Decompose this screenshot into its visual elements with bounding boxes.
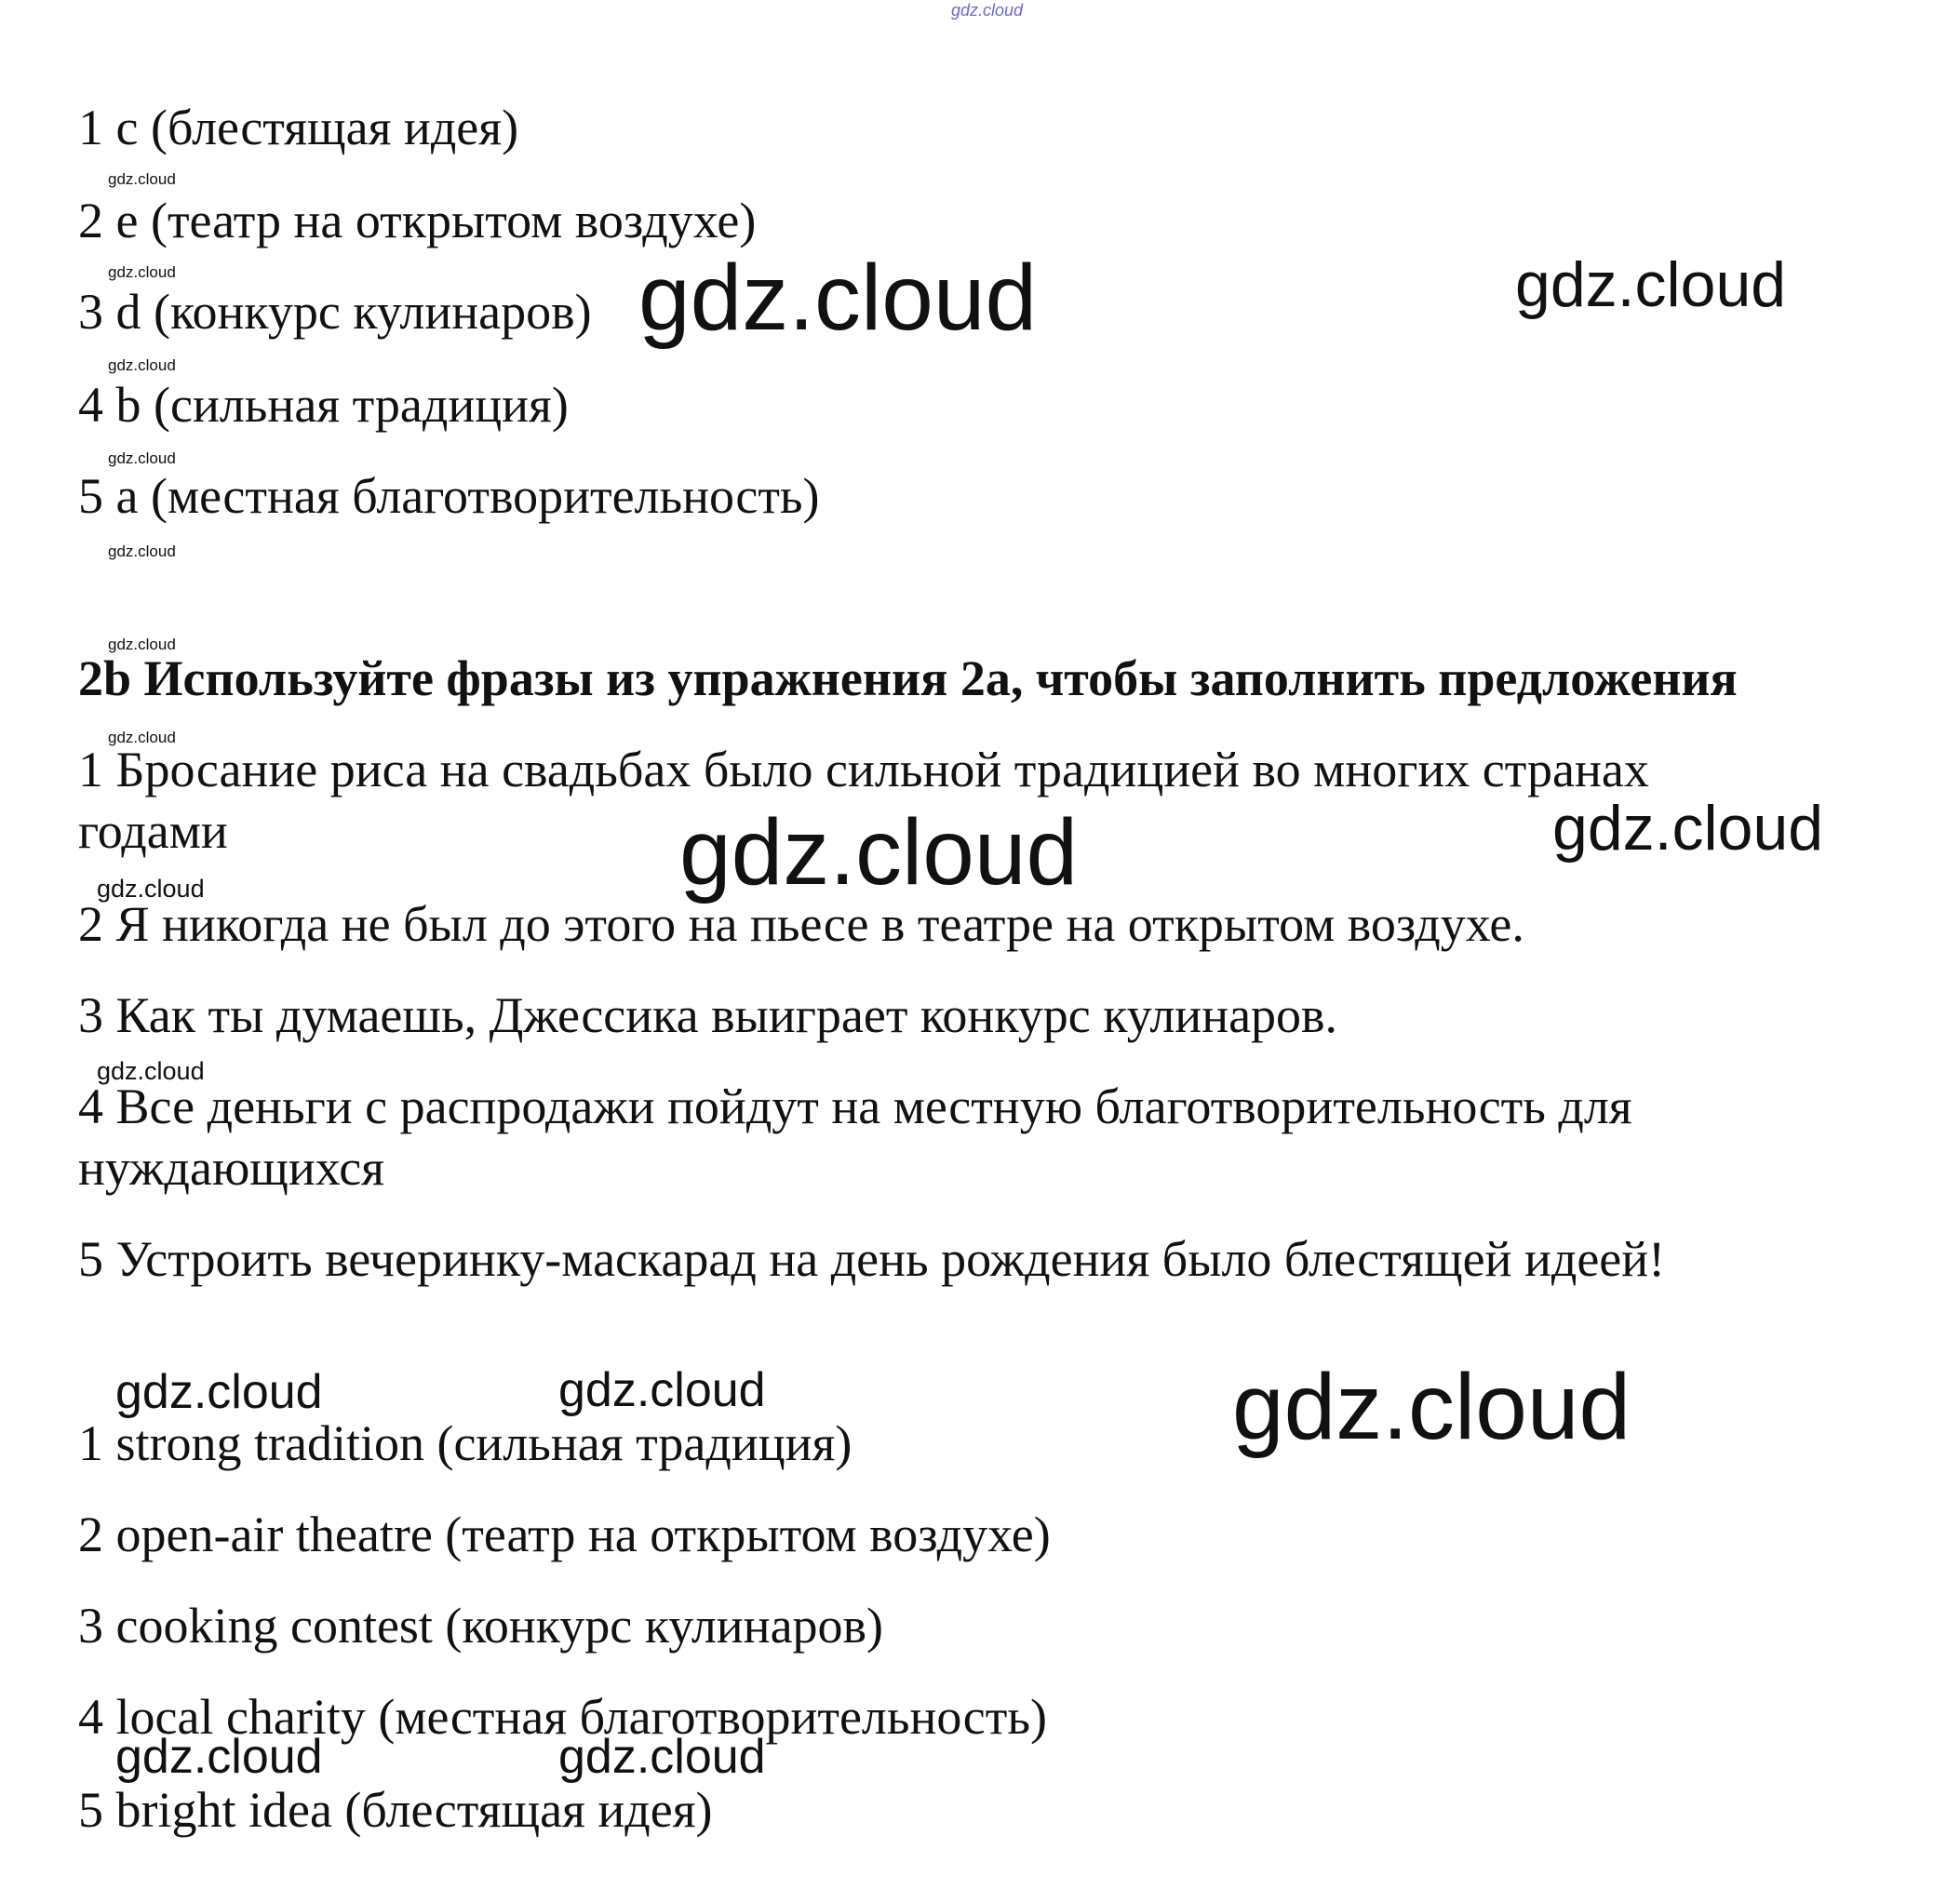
sentence-3: 3 Как ты думаешь, Джессика выиграет конкурс кулинаров. xyxy=(78,987,1338,1043)
sentence-2: 2 Я никогда не был до этого на пьесе в театре на открытом воздухе. xyxy=(78,896,1524,952)
watermark-tiny-1: gdz.cloud xyxy=(108,170,176,188)
watermark-top: gdz.cloud xyxy=(951,1,1024,20)
sentence-1b: годами xyxy=(78,803,228,859)
phrase-item-5: 5 bright idea (блестящая идея) xyxy=(78,1782,713,1838)
watermark-med-1: gdz.cloud xyxy=(115,1365,323,1419)
answer-item-3: 3 d (конкурс кулинаров) xyxy=(78,284,592,340)
answer-item-2: 2 e (театр на открытом воздухе) xyxy=(78,193,757,248)
watermark-tiny-5: gdz.cloud xyxy=(108,542,176,560)
watermark-small-1: gdz.cloud xyxy=(97,875,205,903)
phrase-item-2: 2 open-air theatre (театр на открытом воздухе) xyxy=(78,1507,1051,1562)
sentence-4b: нуждающихся xyxy=(78,1140,385,1196)
answer-item-4: 4 b (сильная традиция) xyxy=(78,377,569,433)
sentence-4a: 4 Все деньги с распродажи пойдут на местную благотворительность для xyxy=(78,1078,1632,1134)
sentence-5: 5 Устроить вечеринку-маскарад на день рождения было блестящей идеей! xyxy=(78,1231,1666,1287)
watermark-tiny-6: gdz.cloud xyxy=(108,636,176,653)
watermark-small-2: gdz.cloud xyxy=(97,1057,205,1085)
watermark-huge-1: gdz.cloud xyxy=(638,246,1038,350)
watermark-tiny-2: gdz.cloud xyxy=(108,263,176,281)
phrase-item-4: 4 local charity (местная благотворительность) xyxy=(78,1689,1047,1745)
phrase-item-3: 3 cooking contest (конкурс кулинаров) xyxy=(78,1598,884,1654)
section-heading: 2b Используйте фразы из упражнения 2a, чтобы заполнить предложения xyxy=(78,650,1738,706)
watermark-med-3: gdz.cloud xyxy=(115,1730,323,1784)
answer-item-1: 1 c (блестящая идея) xyxy=(78,100,519,155)
watermark-huge-3: gdz.cloud xyxy=(1232,1355,1631,1459)
watermark-tiny-7: gdz.cloud xyxy=(108,729,176,746)
watermark-tiny-3: gdz.cloud xyxy=(108,356,176,374)
watermark-large-2: gdz.cloud xyxy=(1552,793,1824,864)
watermark-huge-2: gdz.cloud xyxy=(679,800,1079,904)
watermark-med-4: gdz.cloud xyxy=(558,1730,766,1784)
sentence-1a: 1 Бросание риса на свадьбах было сильной традицией во многих странах xyxy=(78,742,1649,797)
watermark-large-1: gdz.cloud xyxy=(1515,249,1787,320)
watermark-med-2: gdz.cloud xyxy=(558,1363,766,1417)
watermark-tiny-4: gdz.cloud xyxy=(108,449,176,467)
answer-item-5: 5 a (местная благотворительность) xyxy=(78,468,820,524)
phrase-item-1: 1 strong tradition (сильная традиция) xyxy=(78,1415,852,1471)
